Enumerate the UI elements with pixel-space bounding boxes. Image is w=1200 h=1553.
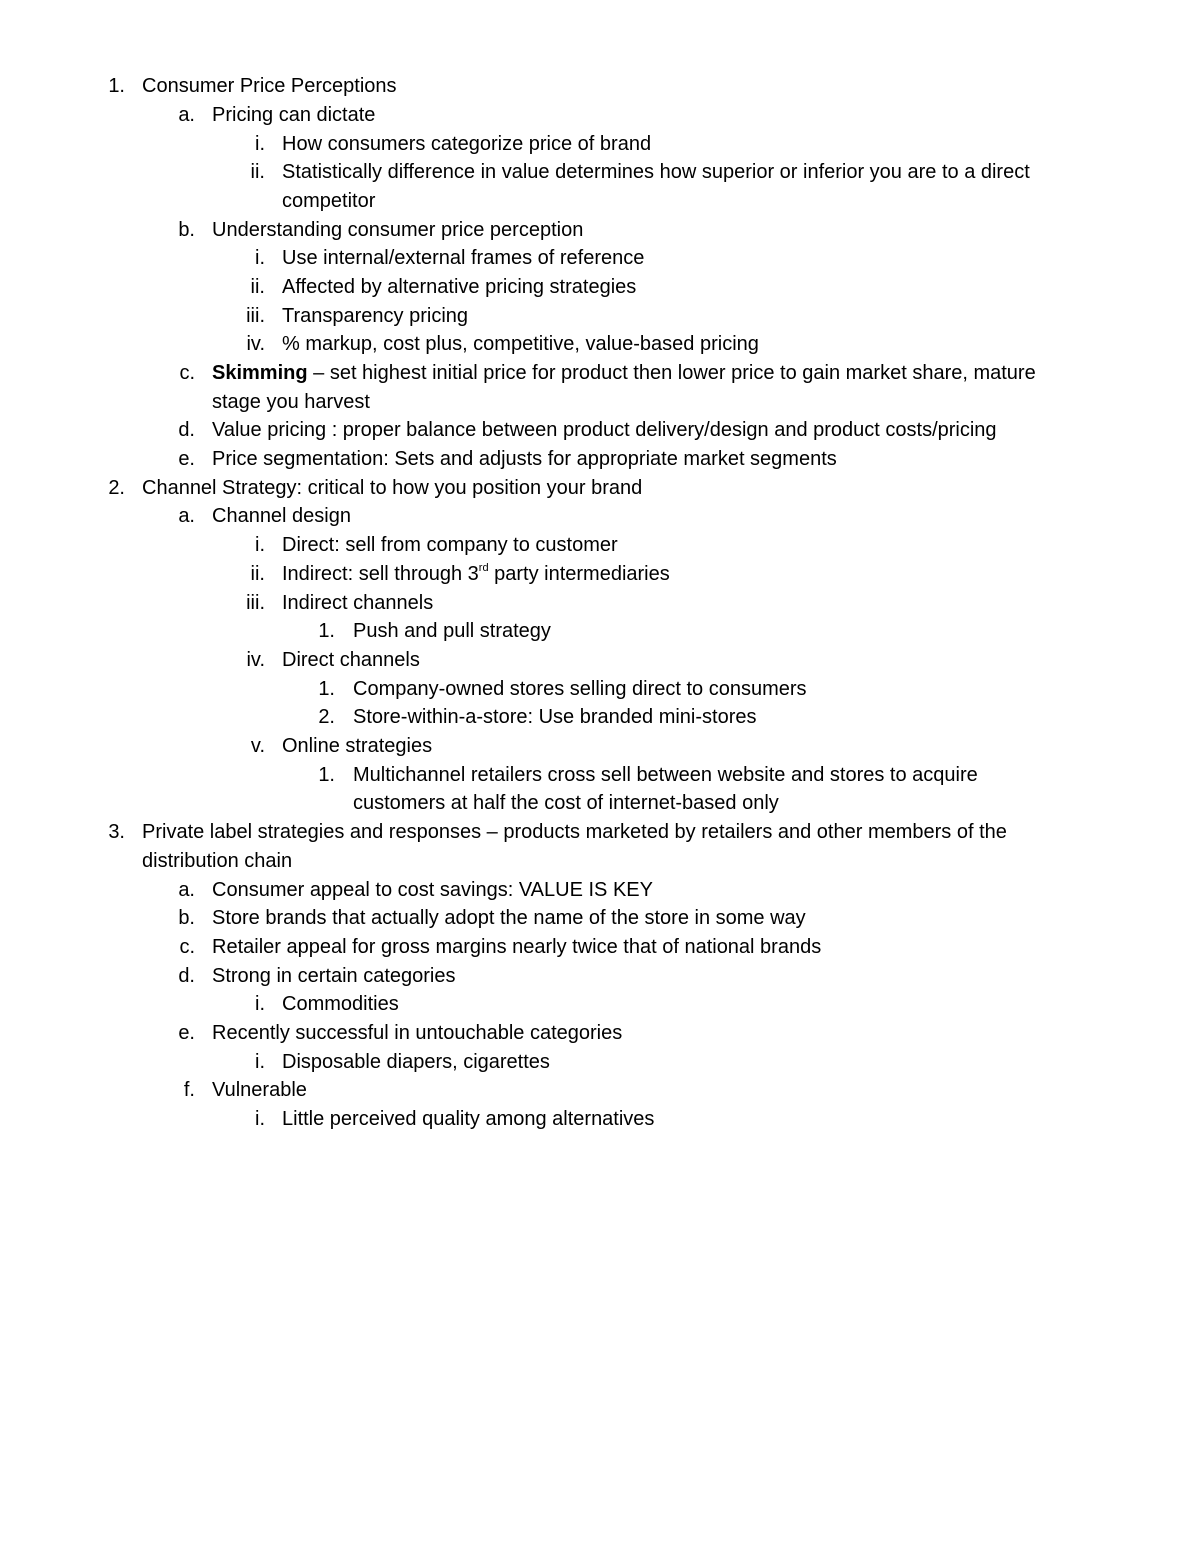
- item-text: Use internal/external frames of reference: [282, 247, 645, 269]
- item-number: 1.: [108, 75, 125, 97]
- item-text: Statistically difference in value determines how superior or inferior you are to a direct: [282, 161, 1030, 183]
- outline-item-3a: [0, 876, 1200, 905]
- outline-item-1e: [0, 445, 1200, 474]
- outline-item-2a-iii: [0, 589, 1200, 618]
- ordinal-superscript: rd: [478, 562, 489, 574]
- item-roman: ii.: [250, 276, 265, 298]
- item-letter: e.: [178, 1022, 195, 1044]
- item-text: Indirect channels: [282, 592, 434, 614]
- item-text: [282, 560, 670, 589]
- item-text-before: Indirect: sell through 3: [282, 563, 479, 585]
- outline-item-2a-v-1: [0, 761, 1200, 790]
- item-letter: c.: [179, 362, 195, 384]
- outline-item-1c: [0, 359, 1200, 388]
- item-number: 1.: [318, 764, 335, 786]
- item-text: Transparency pricing: [282, 305, 469, 327]
- outline-item-2a-v: [0, 732, 1200, 761]
- item-text: Recently successful in untouchable categories: [212, 1022, 623, 1044]
- item-letter: a.: [178, 104, 195, 126]
- outline-item-1: [0, 72, 1200, 101]
- outline-item-2a-iii-1: [0, 617, 1200, 646]
- item-text: Store-within-a-store: Use branded mini-stores: [353, 706, 757, 728]
- outline-item-2a-ii: [0, 560, 1200, 589]
- item-text: Price segmentation: Sets and adjusts for appropriate market segments: [212, 448, 837, 470]
- item-text: Company-owned stores selling direct to consumers: [353, 678, 807, 700]
- outline-item-2a: [0, 502, 1200, 531]
- item-number: 1.: [318, 678, 335, 700]
- item-text: Retailer appeal for gross margins nearly twice that of national brands: [212, 936, 822, 958]
- item-letter: c.: [179, 936, 195, 958]
- outline-item-3e: [0, 1019, 1200, 1048]
- item-text-continuation: competitor: [282, 190, 376, 212]
- outline-item-1a-ii-continuation: [0, 187, 1200, 216]
- item-roman: iii.: [246, 592, 265, 614]
- outline-item-1b-i: [0, 244, 1200, 273]
- item-roman: i.: [255, 993, 265, 1015]
- item-text: % markup, cost plus, competitive, value-based pricing: [282, 333, 759, 355]
- bold-term: Skimming: [212, 362, 308, 384]
- item-text-continuation: stage you harvest: [212, 391, 370, 413]
- item-roman: iv.: [246, 649, 265, 671]
- item-text: Strong in certain categories: [212, 965, 456, 987]
- item-roman: ii.: [250, 161, 265, 183]
- item-text-continuation: distribution chain: [142, 850, 293, 872]
- item-text: Store brands that actually adopt the name of the store in some way: [212, 907, 806, 929]
- outline-item-2a-iv-2: [0, 703, 1200, 732]
- outline-item-3e-i: [0, 1048, 1200, 1077]
- outline-item-3f: [0, 1076, 1200, 1105]
- item-text: Little perceived quality among alternatives: [282, 1108, 655, 1130]
- item-text: Direct: sell from company to customer: [282, 534, 618, 556]
- item-letter: b.: [178, 219, 195, 241]
- item-letter: f.: [183, 1079, 195, 1101]
- item-roman: ii.: [250, 563, 265, 585]
- item-text: How consumers categorize price of brand: [282, 133, 652, 155]
- item-roman: v.: [250, 735, 265, 757]
- outline-item-1a: [0, 101, 1200, 130]
- outline-item-1a-ii: [0, 158, 1200, 187]
- outline-item-2: [0, 474, 1200, 503]
- outline-item-3b: [0, 904, 1200, 933]
- outline-item-3-continuation: [0, 847, 1200, 876]
- outline-item-1b-iii: [0, 302, 1200, 331]
- item-text-rest: – set highest initial price for product then lower price to gain market share, mature: [307, 362, 1036, 384]
- item-number: 2.: [318, 706, 335, 728]
- item-letter: d.: [178, 419, 195, 441]
- outline-item-3d-i: [0, 990, 1200, 1019]
- item-text: Private label strategies and responses – products marketed by retailers and other members of the: [142, 821, 1007, 843]
- outline-item-3d: [0, 962, 1200, 991]
- outline-item-2a-i: [0, 531, 1200, 560]
- item-text: Consumer Price Perceptions: [142, 75, 397, 97]
- item-text: Channel Strategy: critical to how you position your brand: [142, 477, 643, 499]
- item-roman: i.: [255, 247, 265, 269]
- item-letter: d.: [178, 965, 195, 987]
- outline-item-1c-continuation: [0, 388, 1200, 417]
- item-text: Vulnerable: [212, 1079, 307, 1101]
- item-text: Push and pull strategy: [353, 620, 551, 642]
- item-roman: iv.: [246, 333, 265, 355]
- outline-item-1b-ii: [0, 273, 1200, 302]
- item-text: Direct channels: [282, 649, 420, 671]
- item-letter: e.: [178, 448, 195, 470]
- item-text: [212, 359, 1036, 388]
- item-text: Online strategies: [282, 735, 433, 757]
- item-roman: iii.: [246, 305, 265, 327]
- outline-item-1a-i: [0, 130, 1200, 159]
- outline-item-1d: [0, 416, 1200, 445]
- item-letter: a.: [178, 879, 195, 901]
- outline-item-1b-iv: [0, 330, 1200, 359]
- outline-item-3: [0, 818, 1200, 847]
- item-text: Value pricing : proper balance between product delivery/design and product costs/pricing: [212, 419, 997, 441]
- outline-item-2a-iv-1: [0, 675, 1200, 704]
- item-roman: i.: [255, 534, 265, 556]
- item-text: Disposable diapers, cigarettes: [282, 1051, 550, 1073]
- item-number: 2.: [108, 477, 125, 499]
- outline-item-3f-i: [0, 1105, 1200, 1134]
- item-number: 3.: [108, 821, 125, 843]
- item-number: 1.: [318, 620, 335, 642]
- item-roman: i.: [255, 1051, 265, 1073]
- item-text-continuation: customers at half the cost of internet-based only: [353, 792, 779, 814]
- item-text: Affected by alternative pricing strategies: [282, 276, 637, 298]
- item-letter: b.: [178, 907, 195, 929]
- item-text: Pricing can dictate: [212, 104, 376, 126]
- outline-item-2a-iv: [0, 646, 1200, 675]
- item-text: Consumer appeal to cost savings: VALUE IS KEY: [212, 879, 653, 901]
- outline-item-2a-v-1-continuation: [0, 789, 1200, 818]
- item-roman: i.: [255, 133, 265, 155]
- item-letter: a.: [178, 505, 195, 527]
- outline-item-1b: [0, 216, 1200, 245]
- item-text: Channel design: [212, 505, 351, 527]
- item-roman: i.: [255, 1108, 265, 1130]
- item-text-after: party intermediaries: [488, 563, 670, 585]
- item-text: Multichannel retailers cross sell between website and stores to acquire: [353, 764, 978, 786]
- item-text: Commodities: [282, 993, 399, 1015]
- outline-item-3c: [0, 933, 1200, 962]
- item-text: Understanding consumer price perception: [212, 219, 584, 241]
